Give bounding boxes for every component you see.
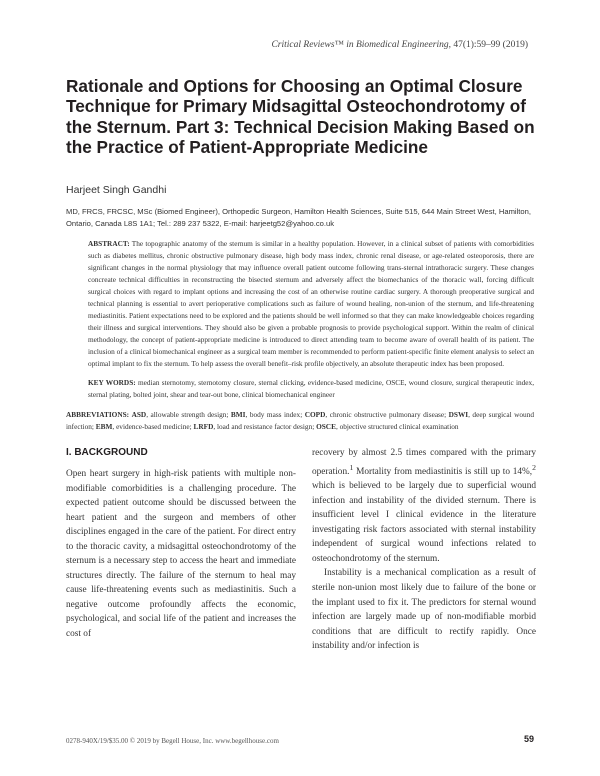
body-column-left — [66, 467, 296, 642]
abbreviation-definition: , deep surgical wound infection; — [66, 410, 534, 431]
journal-issue: 47(1):59–99 (2019) — [450, 40, 528, 50]
body-text: which is believed to be largely due to superficial wound infection and instability of the divided sternum. There is insufficient level I clinical evidence in the literature investigating risk factors associated with sternal instability independent of surgical wound infections related to osteochondrotomy of the sternum. — [312, 481, 536, 564]
body-paragraph: Open heart surgery in high-risk patients with multiple non-modifiable comorbidities is a challenging procedure. The expected patient outcome should be discussed between the heart patient and the surgeon and members of other disciplines engaged in the care of the patient. For direct entry to the thoracic cavity, a midsagittal osteochondrotomy of the sternum is a necessary step to access the heart and immediate structures directly. The failure of the sternum to heal may cause life-threatening events such as mediastinitis. Such a negative outcome profoundly affects the economic, psychological, and social life of the patient and increases the cost of — [66, 469, 296, 640]
copyright-footer: 0278-940X/19/$35.00 © 2019 by Begell House, Inc. www.begellhouse.com — [66, 737, 279, 745]
page-number: 59 — [523, 734, 534, 744]
abbreviation-term: BMI — [230, 410, 246, 419]
journal-name: Critical Reviews™ in Biomedical Engineering, — [271, 40, 451, 50]
abbreviation-term: LRFD — [193, 421, 214, 431]
abbreviation-definition: , objective structured clinical examination — [335, 421, 459, 431]
reference-citation[interactable]: 1 — [349, 462, 354, 472]
abbreviation-definition: , body mass index; — [245, 410, 305, 419]
section-heading: I. BACKGROUND — [66, 447, 148, 458]
abbreviation-definition: , load and resistance factor design; — [213, 421, 317, 431]
abbreviation-term: ASD — [131, 410, 147, 419]
abbreviation-term: OSCE — [316, 421, 336, 431]
keywords — [88, 377, 534, 401]
author-name: Harjeet Singh Gandhi — [66, 184, 167, 196]
abbreviation-definition: , chronic obstructive pulmonary disease; — [325, 410, 449, 419]
body-text: recovery by almost 2.5 times compared with the primary operation. — [312, 448, 536, 477]
abbreviations-label: ABBREVIATIONS: — [66, 410, 130, 419]
abbreviation-term: EBM — [95, 421, 113, 431]
abbreviations-list — [66, 410, 534, 431]
author-affiliation: MD, FRCS, FRCSC, MSc (Biomed Engineer), Orthopedic Surgeon, Hamilton Health Sciences, Suite 515, 644 Main Street West, Hamilton, Ontario, Canada L8S 1A1; Tel.: 289 237 5322, E-mail: harjeetg52@yahoo.co.uk — [66, 207, 531, 229]
keywords-label: KEY WORDS: — [88, 378, 136, 387]
keywords-text: median sternotomy, sternotomy closure, sternal clicking, evidence-based medicine, OSCE, wound closure, surgical therapeutic index, sternal plating, bolted joint, shear and tear-out bone, clinical biomechanical engineer — [88, 378, 535, 399]
abstract — [88, 238, 534, 369]
body-paragraph — [312, 446, 536, 566]
abbreviation-definition: , evidence-based medicine; — [112, 421, 194, 431]
body-paragraph: Instability is a mechanical complication as a result of sterile non-union most likely due to failure of the bone or the implant used to fix it. The predictors for sternal wound infection are largely made up of non-modifiable morbid conditions that are difficult to rectify rapidly. Once instability and/or infection is — [312, 568, 536, 652]
abbreviations — [66, 409, 534, 433]
abstract-text: The topographic anatomy of the sternum is similar in a healthy population. However, in a clinical subset of patients with comorbidities such as diabetes mellitus, chronic obstructive pulmonary disease, high body mass index, chronic renal disease, or age-related osteoporosis, there are significant changes in the normal physiology that may influence overall patient outcome following trans-sternal intrathoracic surgery. These changes concreate technical difficulties in reconstructing the bisected sternum and adversely affect the biomechanics of the thoracic wall, forcing difficult surgical choices with regard to implant options and increasing the cost of an otherwise routine cardiac surgery. A thorough preoperative surgical and technical planning is essential to avert perioperative complications such as failure of wound healing, non-union of the sternum, and life-threatening mediastinitis. Patient expectations need to be explored and the patients should be well informed so that they can make knowledgeable choices regarding their illness and surgical interventions. They should also be given a probable prognosis to provide psychological support. Within the realm of clinical methodology, the concept of patient-appropriate medicine is introduced to direct attending team to become aware of overall health of its patient. The inclusion of a clinical biomechanical engineer as a surgical team member is recommended to perform patient-specific finite element analysis to select an optimal implant to fix the sternum. To help assess the overall benefit–risk profile objectively, an absolute therapeutic index has been proposed. — [88, 239, 534, 368]
body-text: Mortality from mediastinitis is still up to 14%, — [353, 466, 533, 477]
article-title: Rationale and Options for Choosing an Optimal Closure Technique for Primary Midsagittal Osteochondrotomy of the Sternum. Part 3: Technical Decision Making Based on the Practice of Patient-Appropriate Medicine — [66, 76, 535, 158]
journal-header — [271, 40, 528, 50]
body-column-right — [312, 446, 536, 654]
abbreviation-definition: , allowable strength design; — [146, 410, 231, 419]
reference-citation[interactable]: 2 — [532, 462, 536, 472]
abbreviation-term: COPD — [304, 410, 326, 419]
abbreviation-term: DSWI — [448, 410, 469, 419]
abstract-label: ABSTRACT: — [88, 239, 130, 248]
